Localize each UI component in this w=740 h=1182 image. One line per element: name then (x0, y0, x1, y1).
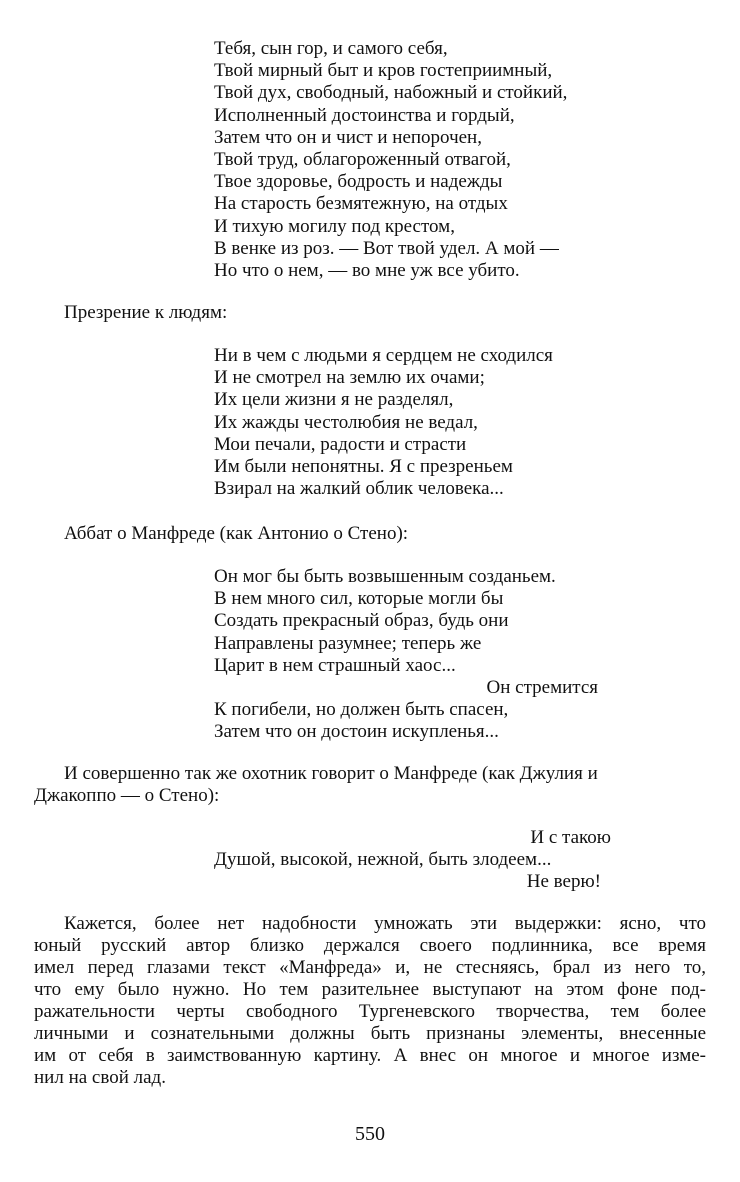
verse-line: Затем что он достоин искупленья... (214, 721, 499, 743)
intro-hunter-line-2: Джакоппо — о Стено): (34, 785, 220, 806)
verse-line: Их жажды честолюбия не ведал, (214, 411, 478, 433)
verse-line: Твой дух, свободный, набожный и стойкий, (214, 82, 568, 104)
verse-line: Твой труд, облагороженный отвагой, (214, 149, 511, 171)
verse-line: В нем много сил, которые могли бы (214, 588, 504, 610)
verse-line: Ни в чем с людьми я сердцем не сходился (214, 345, 553, 366)
intro-abbot: Аббат о Манфреде (как Антонио о Стено): (64, 523, 409, 544)
verse-line: Затем что он и чист и непорочен, (214, 126, 482, 148)
verse-line: Им были непонятны. Я с презреньем (214, 456, 513, 478)
verse-block-2 (214, 345, 684, 500)
page-number: 550 (355, 1123, 385, 1145)
paragraph-line: ражательности черты свободного Тургеневского творчества, тем более (34, 1001, 706, 1022)
verse-line: Направлены разумнее; теперь же (214, 632, 482, 654)
verse-line-indented: И с такою (530, 827, 611, 848)
closing-paragraph (34, 913, 706, 1089)
paragraph-line: им от себя в заимствованную картину. А внес он многое и многое изме- (34, 1045, 706, 1066)
intro-hunter-line-1: И совершенно так же охотник говорит о Манфреде (как Джулия и (64, 763, 598, 784)
verse-block-3 (214, 566, 684, 744)
verse-line: Мои печали, радости и страсти (214, 433, 467, 455)
paragraph-line: Кажется, более нет надобности умножать эти выдержки: ясно, что (64, 913, 706, 934)
verse-block-1 (214, 38, 684, 282)
verse-line: И не смотрел на землю их очами; (214, 367, 485, 389)
verse-line: Твой мирный быт и кров гостеприимный, (214, 60, 553, 82)
verse-block-4 (214, 827, 684, 894)
verse-line: В венке из роз. — Вот твой удел. А мой — (214, 237, 559, 259)
verse-line: Создать прекрасный образ, будь они (214, 610, 509, 632)
verse-line: Царит в нем страшный хаос... (214, 654, 456, 676)
verse-line: К погибели, но должен быть спасен, (214, 699, 509, 721)
verse-line: Тебя, сын гор, и самого себя, (214, 38, 448, 59)
verse-line: Душой, высокой, нежной, быть злодеем... (214, 849, 552, 871)
verse-line: Он мог бы быть возвышенным созданьем. (214, 566, 556, 587)
paragraph-line: имел перед глазами текст «Манфреда» и, не стесняясь, брал из него то, (34, 957, 706, 978)
verse-line: И тихую могилу под крестом, (214, 215, 455, 237)
verse-line: На старость безмятежную, на отдых (214, 193, 508, 215)
verse-line: Взирал на жалкий облик человека... (214, 478, 504, 500)
paragraph-line: юный русский автор близко держался своего подлинника, все время (34, 935, 706, 956)
intro-contempt: Презрение к людям: (64, 302, 228, 323)
verse-line: Исполненный достоинства и гордый, (214, 104, 515, 126)
verse-line: Их цели жизни я не разделял, (214, 389, 454, 411)
verse-line: Но что о нем, — во мне уж все убито. (214, 260, 520, 282)
paragraph-line: что ему было нужно. Но тем разительнее выступают на этом фоне под- (34, 979, 706, 1000)
intro-hunter (34, 763, 704, 807)
paragraph-line: личными и сознательными должны быть признаны элементы, внесенные (34, 1023, 706, 1044)
verse-line-indented: Не верю! (526, 871, 601, 893)
verse-line: Твое здоровье, бодрость и надежды (214, 171, 503, 193)
verse-line-indented: Он стремится (486, 677, 598, 699)
paragraph-line: нил на свой лад. (34, 1067, 166, 1088)
